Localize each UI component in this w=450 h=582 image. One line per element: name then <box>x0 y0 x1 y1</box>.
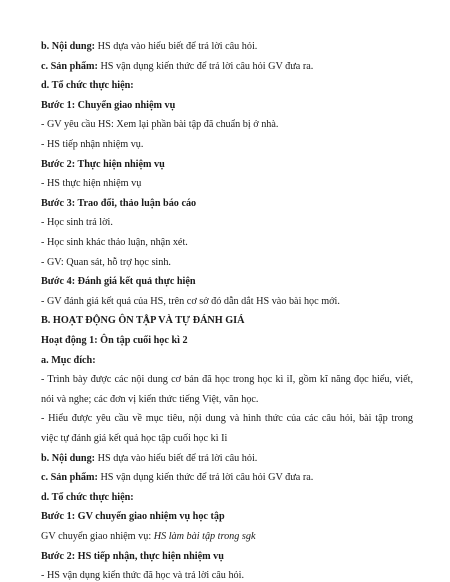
content-line: - Hiểu được yêu cầu về mục tiêu, nội dung và hình thức của các câu hỏi, bài tập trong <box>41 413 413 425</box>
line-text: HS vận dụng kiến thức để trả lời câu hỏi GV đưa ra. <box>97 472 314 484</box>
line-text: HS dựa vào hiểu biết để trả lời câu hỏi. <box>95 41 258 52</box>
step-heading: Bước 1: GV chuyển giao nhiệm vụ học tập <box>41 511 225 523</box>
line-text: HS vận dụng kiến thức để trả lời câu hỏi GV đưa ra. <box>97 60 314 72</box>
content-line: - HS tiếp nhận nhiệm vụ. <box>41 139 144 150</box>
content-line: - HS vận dụng kiến thức đã học và trả lời câu hỏi. <box>41 570 245 582</box>
content-line: - GV: Quan sát, hỗ trợ học sinh. <box>41 256 171 268</box>
section-heading: d. Tổ chức thực hiện: <box>41 491 134 503</box>
line-label: b. Nội dung: <box>41 41 96 52</box>
step-heading: Bước 3: Trao đổi, thảo luận báo cáo <box>41 197 197 209</box>
section-heading: d. Tổ chức thực hiện: <box>41 80 134 92</box>
step-heading: Bước 4: Đánh giá kết quả thực hiện <box>41 276 196 288</box>
line-text: HS dựa vào hiểu biết để trả lời câu hỏi. <box>95 452 258 464</box>
activity-heading: Hoạt động 1: Ôn tập cuối học kì 2 <box>41 335 188 346</box>
content-line <box>41 471 413 484</box>
line-label: c. Sản phẩm: <box>41 60 98 72</box>
line-label: b. Nội dung: <box>41 452 96 464</box>
line-italic-text: HS làm bài tập trong sgk <box>153 531 256 542</box>
line-text: GV chuyển giao nhiệm vụ: <box>41 531 154 542</box>
content-line: việc tự đánh giá kết quả học tập cuối học kì Ii <box>41 433 228 444</box>
section-heading: B. HOẠT ĐỘNG ÔN TẬP VÀ TỰ ĐÁNH GIÁ <box>41 315 245 327</box>
content-line <box>41 452 413 465</box>
content-line <box>41 60 413 73</box>
step-heading: Bước 2: HS tiếp nhận, thực hiện nhiệm vụ <box>41 550 224 562</box>
content-line: - Học sinh khác thảo luận, nhận xét. <box>41 237 188 248</box>
content-line: - GV yêu cầu HS: Xem lại phần bài tập đã chuẩn bị ở nhà. <box>41 119 279 131</box>
step-heading: Bước 2: Thực hiện nhiệm vụ <box>41 158 165 170</box>
step-heading: Bước 1: Chuyển giao nhiệm vụ <box>41 99 176 111</box>
section-heading: a. Mục đích: <box>41 354 96 366</box>
line-label: c. Sản phẩm: <box>41 472 98 484</box>
content-line: nói và nghe; các đơn vị kiến thức tiếng Việt, văn học. <box>41 393 259 405</box>
content-line: - HS thực hiện nhiệm vụ <box>41 178 142 190</box>
content-line: - GV đánh giá kết quả của HS, trên cơ sở đó dẫn dắt HS vào bài học mới. <box>41 295 340 307</box>
content-line <box>41 40 413 53</box>
content-line: - Trình bày được các nội dung cơ bản đã học trong học kì iI, gồm kĩ năng đọc hiểu, viết, <box>41 374 413 386</box>
content-line <box>41 530 413 543</box>
content-line: - Học sinh trả lời. <box>41 217 113 229</box>
